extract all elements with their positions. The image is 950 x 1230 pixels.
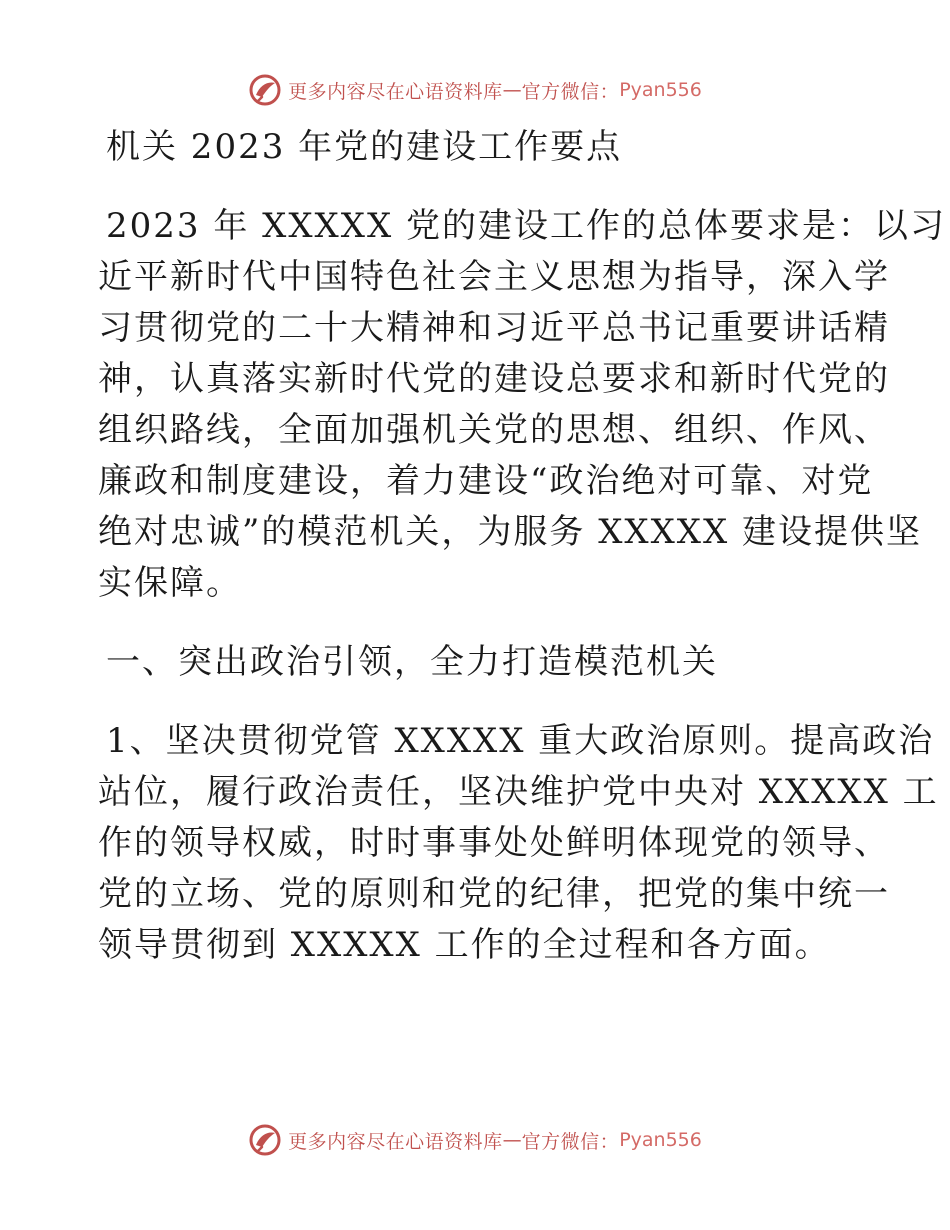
watermark-main-text: 更多内容尽在心语资料库 [288, 80, 503, 103]
item1-line: 作的领导权威，时时事事处处鲜明体现党的领导、 [98, 823, 890, 863]
item1-paragraph [98, 716, 939, 971]
intro-line: 2023 年 XXXXX 党的建设工作的总体要求是：以习 [106, 206, 946, 246]
document-body [98, 122, 946, 971]
intro-line: 实保障。 [98, 563, 242, 603]
intro-line: 绝对忠诚”的模范机关，为服务 XXXXX 建设提供坚 [98, 512, 923, 552]
intro-line: 组织路线，全面加强机关党的思想、组织、作风、 [98, 410, 890, 450]
item1-line: 1、坚决贯彻党管 XXXXX 重大政治原则。提高政治 [106, 721, 935, 761]
item1-line: 站位，履行政治责任，坚决维护党中央对 XXXXX 工 [98, 772, 939, 812]
watermark-account: Pyan556 [619, 79, 702, 101]
watermark-separator: — [502, 1129, 522, 1151]
item1-line: 党的立场、党的原则和党的纪律，把党的集中统一 [98, 874, 890, 914]
watermark-suffix-text: 官方微信： [521, 1130, 620, 1153]
intro-line: 廉政和制度建设，着力建设“政治绝对可靠、对党 [98, 461, 874, 501]
section-heading: 一、突出政治引领，全力打造模范机关 [106, 642, 718, 682]
document-title: 机关 2023 年党的建设工作要点 [106, 127, 623, 167]
item1-line: 领导贯彻到 XXXXX 工作的全过程和各方面。 [98, 925, 831, 965]
watermark-suffix-text: 官方微信： [521, 80, 620, 103]
watermark-main-text: 更多内容尽在心语资料库 [288, 1130, 503, 1153]
intro-line: 神，认真落实新时代党的建设总要求和新时代党的 [98, 359, 890, 399]
intro-line: 习贯彻党的二十大精神和习近平总书记重要讲话精 [98, 308, 890, 348]
watermark-separator: — [502, 79, 522, 101]
footer-watermark [0, 1120, 950, 1160]
watermark-account: Pyan556 [619, 1129, 702, 1151]
intro-line: 近平新时代中国特色社会主义思想为指导，深入学 [98, 257, 890, 297]
intro-paragraph [98, 201, 946, 609]
brush-heart-logo-icon [248, 1123, 282, 1157]
header-watermark [0, 70, 950, 110]
brush-heart-logo-icon [248, 73, 282, 107]
